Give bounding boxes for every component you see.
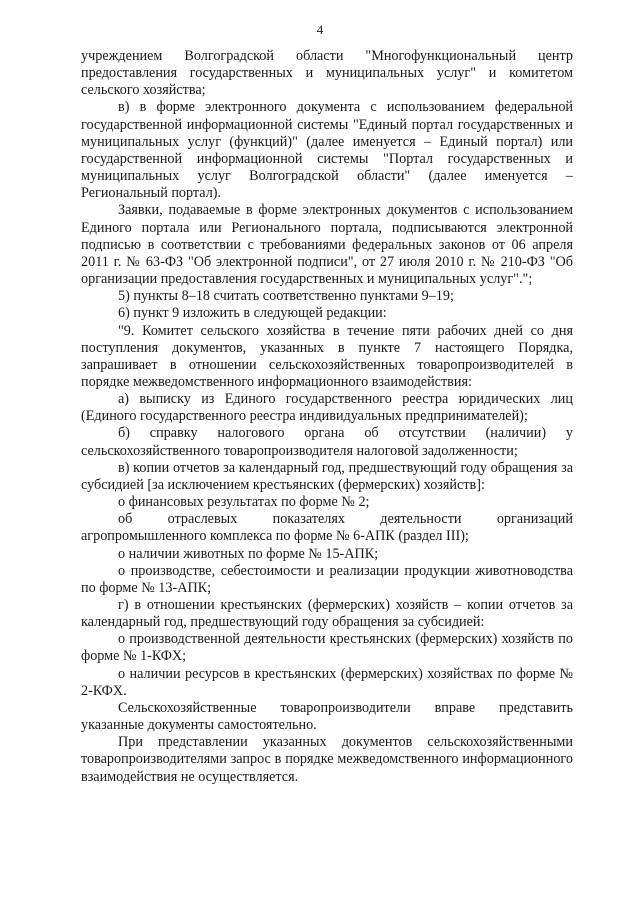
paragraph-form-2-kfh: о наличии ресурсов в крестьянских (фермерских) хозяйствах по форме № 2-КФХ.: [81, 665, 573, 699]
paragraph-form-2: о финансовых результатах по форме № 2;: [118, 494, 370, 511]
document-body: [81, 48, 573, 786]
paragraph-sub-v: в) копии отчетов за календарный год, предшествующий году обращения за субсидией [за исключением крестьянских (фермерских) хозяйств]:: [81, 459, 573, 493]
paragraph-no-request: При представлении указанных документов сельскохозяйственными товаропроизводителями запрос в порядке межведомственного информационного взаимодействия не осуществляется.: [81, 734, 573, 785]
paragraph-sub-g: г) в отношении крестьянских (фермерских) хозяйств – копии отчетов за календарный год, предшествующий году обращения за субсидией:: [81, 597, 573, 631]
page-number: 4: [316, 22, 324, 37]
paragraph-form-15-apk: о наличии животных по форме № 15-АПК;: [118, 545, 379, 562]
paragraph-item-6: 6) пункт 9 изложить в следующей редакции:: [118, 305, 387, 322]
paragraph-form-6-apk: об отраслевых показателях деятельности организаций агропромышленного комплекса по форме № 6-АПК (раздел III);: [81, 511, 573, 545]
paragraph-item-5: 5) пункты 8–18 считать соответственно пунктами 9–19;: [118, 288, 454, 305]
paragraph-electronic-form: в) в форме электронного документа с использованием федеральной государственной информационной системы "Единый портал государственных и муниципальных услуг (функций)" (далее именуется – Единый портал) или государственной информационной системы "Портал государственных и муниципальных услуг Волгоградской области" (далее именуется – Региональный портал).: [81, 99, 573, 202]
paragraph-sub-a: а) выписку из Единого государственного реестра юридических лиц (Единого государственного реестра индивидуальных предпринимателей);: [81, 391, 573, 425]
paragraph-sub-b: б) справку налогового органа об отсутствии (наличии) у сельскохозяйственного товаропроизводителя налоговой задолженности;: [81, 425, 573, 459]
paragraph-section-9: "9. Комитет сельского хозяйства в течение пяти рабочих дней со дня поступления документов, указанных в пункте 7 настоящего Порядка, запрашивает в отношении сельскохозяйственных товаропроизводителей в порядке межведомственного информационного взаимодействия:: [81, 322, 573, 390]
paragraph-form-1-kfh: о производственной деятельности крестьянских (фермерских) хозяйств по форме № 1-КФХ;: [81, 631, 573, 665]
paragraph-self-submission: Сельскохозяйственные товаропроизводители вправе представить указанные документы самостоятельно.: [81, 699, 573, 734]
paragraph-electronic-signature: Заявки, подаваемые в форме электронных документов с использованием Единого портала или Регионального портала, подписываются электронной подписью в соответствии с требованиями федеральных законов от 06 апреля 2011 г. № 63-ФЗ "Об электронной подписи", от 27 июля 2010 г. № 210-ФЗ "Об организации предоставления государственных и муниципальных услуг".";: [81, 202, 573, 288]
paragraph-mfc-continuation: учреждением Волгоградской области "Многофункциональный центр предоставления государственных и муниципальных услуг" и комитетом сельского хозяйства;: [81, 48, 573, 99]
paragraph-form-13-apk: о производстве, себестоимости и реализации продукции животноводства по форме № 13-АПК;: [81, 562, 573, 596]
